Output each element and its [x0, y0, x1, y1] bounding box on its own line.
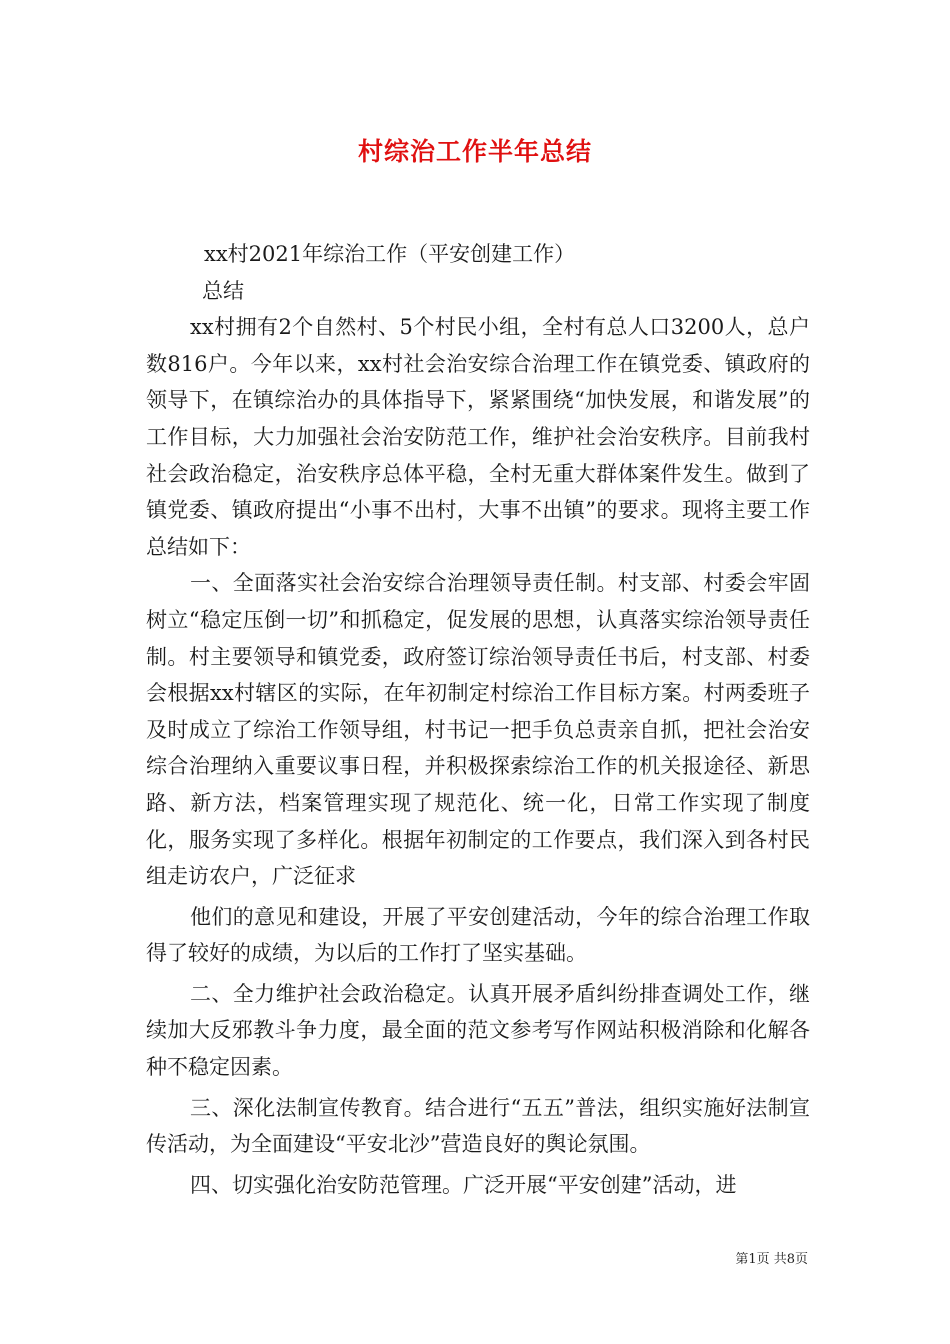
document-body	[146, 236, 810, 1203]
paragraph: 他们的意见和建设，开展了平安创建活动，今年的综合治理工作取得了较好的成绩，为以后的工作打了坚实基础。	[146, 904, 810, 966]
paragraph: xx村拥有2个自然村、5个村民小组，全村有总人口3200人，总户数816户。今年以来，xx村社会治安综合治理工作在镇党委、镇政府的领导下，在镇综治办的具体指导下，紧紧围绕“加快发展，和谐发展”的工作目标，大力加强社会治安防范工作，维护社会治安秩序。目前我村社会政治稳定，治安秩序总体平稳，全村无重大群体案件发生。做到了镇党委、镇政府提出“小事不出村，大事不出镇”的要求。现将主要工作总结如下：	[146, 315, 810, 559]
paragraph: 四、切实强化治安防范管理。广泛开展“平安创建”活动，进	[190, 1172, 737, 1197]
subtitle-line-2: 总结	[202, 278, 244, 303]
paragraph: 二、全力维护社会政治稳定。认真开展矛盾纠纷排查调处工作，继续加大反邪教斗争力度，最全面的范文参考写作网站积极消除和化解各种不稳定因素。	[146, 981, 810, 1080]
paragraph: 三、深化法制宣传教育。结合进行“五五”普法，组织实施好法制宣传活动，为全面建设“平安北沙”营造良好的舆论氛围。	[146, 1095, 810, 1157]
page-number: 第1页 共8页	[735, 1252, 808, 1267]
document-title: 村综治工作半年总结	[357, 137, 592, 166]
paragraph: 一、全面落实社会治安综合治理领导责任制。村支部、村委会牢固树立“稳定压倒一切”和抓稳定，促发展的思想，认真落实综治领导责任制。村主要领导和镇党委，政府签订综治领导责任书后，村支部、村委会根据xx村辖区的实际，在年初制定村综治工作目标方案。村两委班子及时成立了综治工作领导组，村书记一把手负总责亲自抓，把社会治安综合治理纳入重要议事日程，并积极探索综治工作的机关报途径、新思路、新方法，档案管理实现了规范化、统一化，日常工作实现了制度化，服务实现了多样化。根据年初制定的工作要点，我们深入到各村民组走访农户，广泛征求	[146, 571, 810, 889]
subtitle-line-1: xx村2021年综治工作（平安创建工作）	[204, 242, 576, 266]
